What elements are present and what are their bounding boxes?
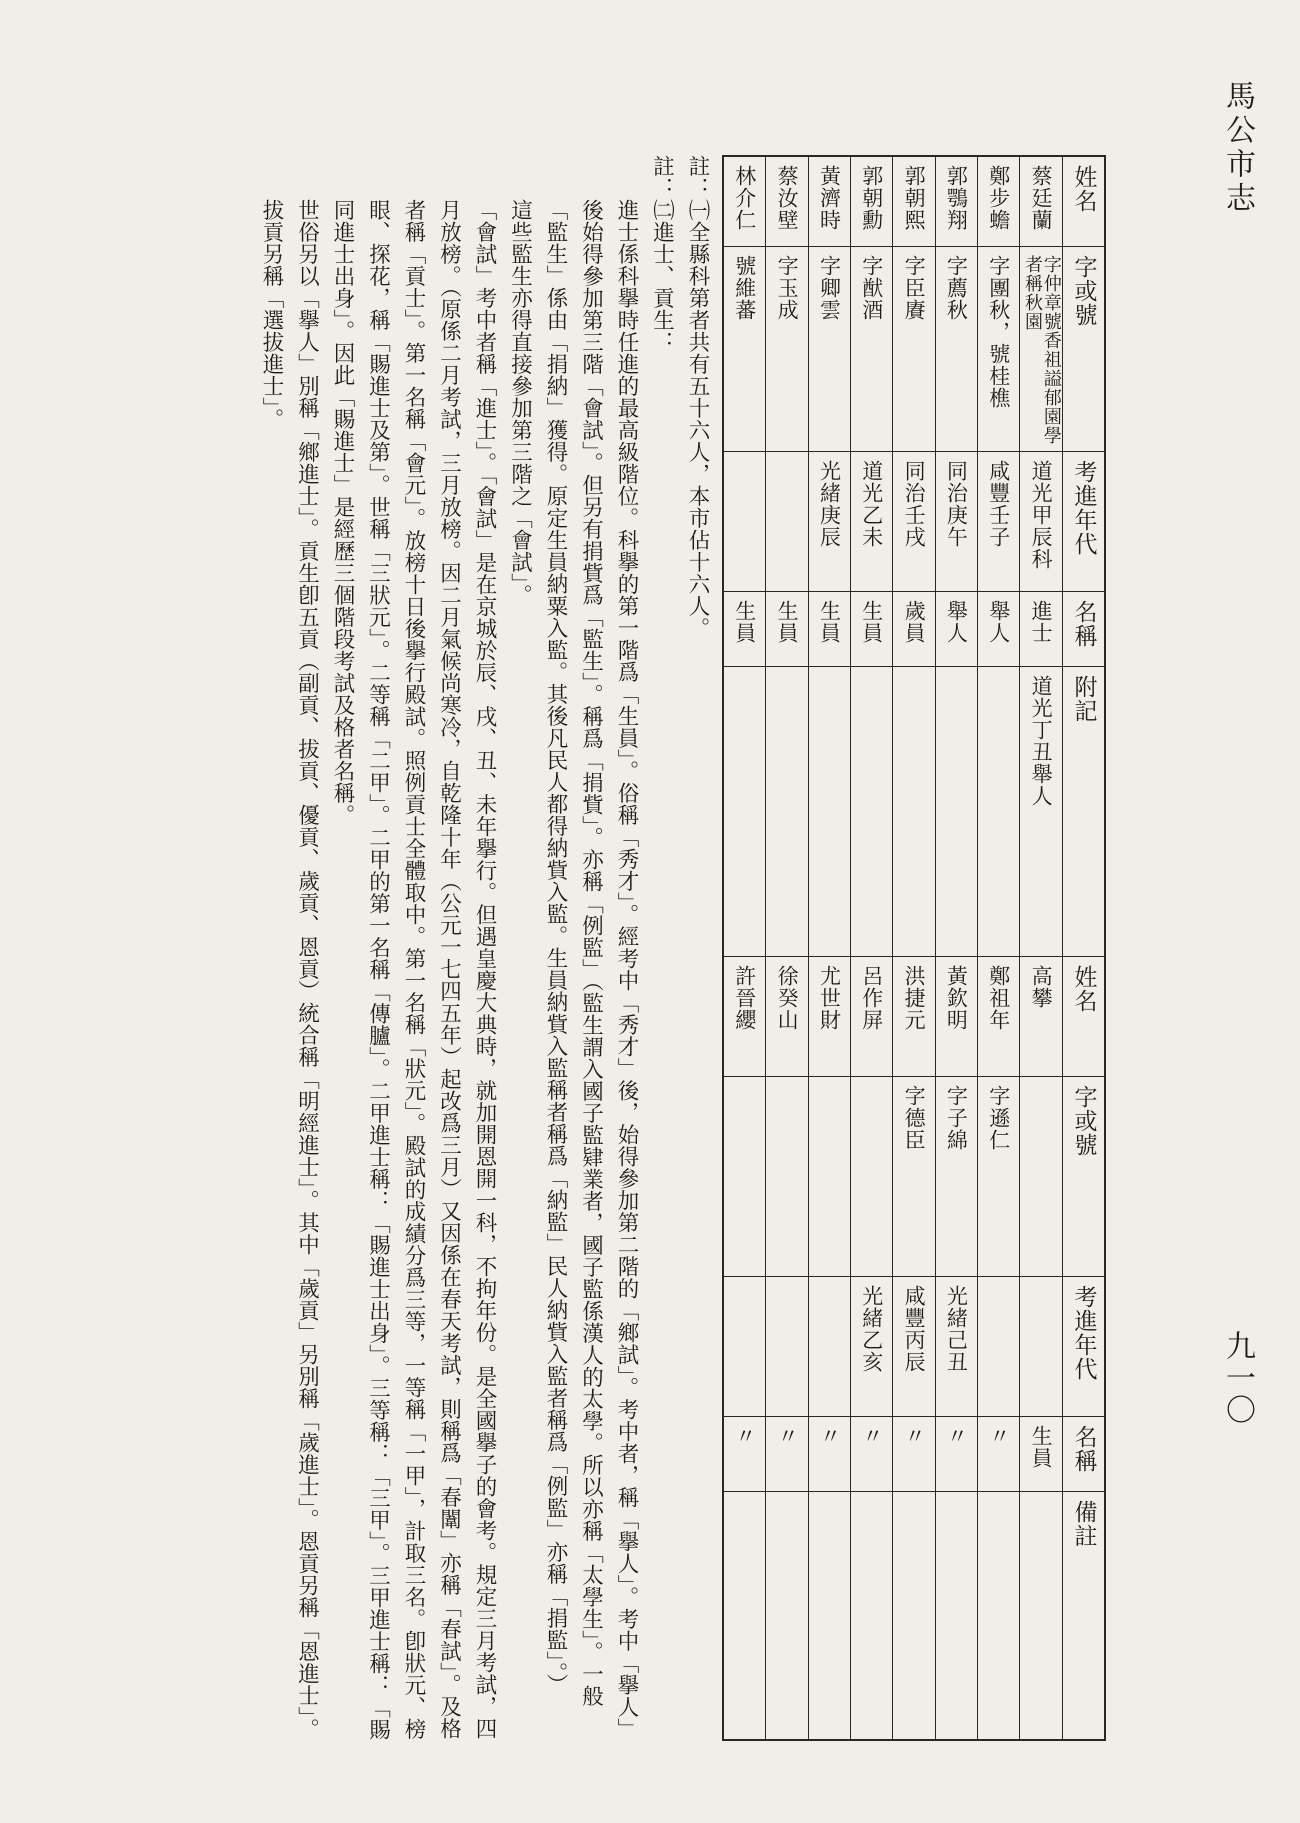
degree-title: 生員	[817, 600, 842, 644]
courtesy-name: 字仲章號香祖謚郁園學者稱秋園	[1022, 255, 1062, 445]
note-2-title: 註：㈡進士、貢生：	[649, 155, 675, 353]
table-cell	[851, 592, 892, 667]
table-cell	[724, 1277, 765, 1417]
table-cell	[978, 592, 1019, 667]
degree-title: 〃	[986, 1425, 1011, 1447]
table-record-column	[850, 157, 892, 1739]
degree-title: 〃	[944, 1425, 969, 1447]
table-record-column	[935, 157, 977, 1739]
degree-title: 生員	[859, 600, 884, 644]
table-cell	[809, 1077, 850, 1277]
table-cell	[766, 247, 807, 452]
courtesy-name: 字臣賡	[902, 255, 927, 321]
table-cell	[766, 1277, 807, 1417]
degree-title: 歲員	[902, 600, 927, 644]
table-cell	[936, 452, 977, 592]
table-cell	[724, 452, 765, 592]
table-cell	[1020, 592, 1061, 667]
exam-year: 道光甲辰科	[1029, 460, 1054, 570]
degree-title: 生員	[1029, 1425, 1054, 1469]
note-paragraph: 進士係科擧時任進的最高級階位。科擧的第一階爲「生員」。俗稱「秀才」。經考中「秀才」後，始得參加第二階的「鄉試」。考中者，稱「擧人」。考中「擧人」後始得參加第三階「會試」。但另有捐貲爲「監生」。稱爲「捐貲」。亦稱「例監」（監生謂入國子監肄業者，國子監係漢人的太學。所以亦稱「太學生」。一般「監生」係由「捐納」獲得。原定生員納粟入監。其後凡民人都得納貲入監。生員納貲入監稱者稱爲「納監」民人納貲入監者稱爲「例監」亦稱「捐監」。）	[543, 199, 639, 1740]
exam-year: 光緒乙亥	[859, 1285, 884, 1373]
table-cell	[936, 1277, 977, 1417]
table-cell	[936, 957, 977, 1077]
table-cell	[893, 592, 934, 667]
person-name: 鄭步蟾	[986, 165, 1011, 231]
table-cell	[893, 1492, 934, 1739]
courtesy-name: 號維蕃	[732, 255, 757, 321]
table-cell	[809, 592, 850, 667]
table-cell	[851, 957, 892, 1077]
person-name: 黃濟時	[817, 165, 842, 231]
courtesy-name: 字子綿	[944, 1085, 969, 1151]
note-paragraph: 這些監生亦得直接參加第三階之「會試」。	[507, 199, 533, 607]
table-cell	[851, 1417, 892, 1492]
table-cell	[851, 1492, 892, 1739]
degree-title: 〃	[775, 1425, 800, 1447]
degree-title: 舉人	[986, 600, 1011, 644]
table-cell	[893, 957, 934, 1077]
table-cell	[978, 1417, 1019, 1492]
note-1: 註：㈠全縣科第者共有五十六人，本市佔十六人。	[685, 155, 710, 639]
degree-title: 生員	[775, 600, 800, 644]
table-cell	[724, 957, 765, 1077]
table-cell	[766, 957, 807, 1077]
table-cell	[851, 1277, 892, 1417]
table-cell	[893, 1077, 934, 1277]
degree-title: 〃	[817, 1425, 842, 1447]
table-cell	[809, 667, 850, 957]
person-name: 郭鶚翔	[944, 165, 969, 231]
table-cell	[978, 667, 1019, 957]
table-cell	[851, 157, 892, 247]
person-name: 尤世財	[817, 965, 842, 1031]
header-name: 姓名	[1063, 157, 1104, 247]
header-title-lower: 名稱	[1063, 1417, 1104, 1492]
table-cell	[978, 957, 1019, 1077]
note-paragraph: 「會試」考中者稱「進士」。「會試」是在京城於辰、戌、丑、未年擧行。但遇皇慶大典時，就加開恩開一科，不拘年份。是全國擧子的會考。規定三月考試，四月放榜。（原係二月考試，三月放榜。因二月氣候尚寒冷，自乾隆十年（公元一七四五年）起改爲三月）又因係在春天考試，則稱爲「春闈」亦稱「春試」。及格者稱「貢士」。第一名稱「會元」。放榜十日後擧行殿試。照例貢士全體取中。第一名稱「狀元」。殿試的成績分爲三等，一等稱「一甲」，計取三名。卽狀元、榜眼、探花，稱「賜進士及第」。世稱「三狀元」。二等稱「二甲」。二甲的第一名稱「傳臚」。二甲進士稱：「賜進士出身」。三等稱：「三甲」。三甲進士稱：「賜同進士出身」。因此「賜進士」是經歷三個階段考試及格者名稱。	[330, 199, 497, 1741]
header-zi-lower: 字或號	[1063, 1077, 1104, 1277]
person-name: 郭朝勳	[859, 165, 884, 231]
courtesy-name: 字薦秋	[944, 255, 969, 321]
table-cell	[936, 247, 977, 452]
table-cell	[766, 592, 807, 667]
person-name: 徐癸山	[775, 965, 800, 1031]
table-cell	[851, 247, 892, 452]
courtesy-name: 字玉成	[775, 255, 800, 321]
degree-title: 舉人	[944, 600, 969, 644]
notes-block	[170, 155, 715, 1745]
table-cell	[1020, 452, 1061, 592]
person-name: 蔡汝壁	[775, 165, 800, 231]
table-cell	[809, 957, 850, 1077]
table-cell	[766, 1077, 807, 1277]
exam-year: 光緒己丑	[944, 1285, 969, 1373]
exam-year: 咸豐丙辰	[902, 1285, 927, 1373]
degree-title: 進士	[1029, 600, 1054, 644]
table-cell	[1020, 157, 1061, 247]
remark: 道光丁丑舉人	[1029, 675, 1054, 807]
header-note-upper: 附記	[1063, 667, 1104, 957]
table-cell	[766, 157, 807, 247]
person-name: 蔡廷蘭	[1029, 165, 1054, 231]
table-cell	[1020, 247, 1061, 452]
person-name: 許晉纓	[732, 965, 757, 1031]
courtesy-name: 字猷酒	[859, 255, 884, 321]
table-cell	[936, 1077, 977, 1277]
table-cell	[1020, 1417, 1061, 1492]
person-name: 林介仁	[732, 165, 757, 231]
table-cell	[1020, 957, 1061, 1077]
table-cell	[724, 592, 765, 667]
person-name: 鄭祖年	[986, 965, 1011, 1031]
table-cell	[809, 452, 850, 592]
table-cell	[893, 452, 934, 592]
table-cell	[809, 1492, 850, 1739]
table-cell	[766, 667, 807, 957]
exam-year: 道光乙未	[859, 460, 884, 548]
header-title: 名稱	[1063, 592, 1104, 667]
table-cell	[724, 1417, 765, 1492]
header-name-lower: 姓名	[1063, 957, 1104, 1077]
table-cell	[978, 1492, 1019, 1739]
table-cell	[1020, 667, 1061, 957]
table-cell	[978, 1077, 1019, 1277]
table-cell	[851, 452, 892, 592]
header-year-lower: 考進年代	[1063, 1277, 1104, 1417]
table-cell	[936, 1417, 977, 1492]
table-record-column	[1019, 157, 1061, 1739]
degree-title: 〃	[732, 1425, 757, 1447]
table-cell	[851, 1077, 892, 1277]
table-cell	[724, 1492, 765, 1739]
civil-exam-table	[722, 155, 1106, 1741]
table-cell	[1020, 1277, 1061, 1417]
table-record-column	[808, 157, 850, 1739]
table-cell	[893, 1417, 934, 1492]
exam-year: 同治庚午	[944, 460, 969, 548]
table-cell	[766, 1492, 807, 1739]
table-cell	[893, 157, 934, 247]
running-title: 馬公市志	[1220, 80, 1255, 216]
table-cell	[978, 247, 1019, 452]
table-cell	[978, 1277, 1019, 1417]
table-cell	[724, 157, 765, 247]
table-record-column	[724, 157, 765, 1739]
note-paragraph: 世俗另以「擧人」別稱「鄉進士」。貢生卽五貢（副貢、拔貢、優貢、歲貢、恩貢）統合稱「明經進士」。其中「歲貢」另別稱「歲進士」。恩貢另稱「恩進士」。拔貢另稱「選拔進士」。	[259, 199, 320, 1740]
person-name: 郭朝熙	[902, 165, 927, 231]
degree-title: 〃	[859, 1425, 884, 1447]
table-record-column	[892, 157, 934, 1739]
table-cell	[893, 667, 934, 957]
table-cell	[893, 247, 934, 452]
courtesy-name: 字卿雲	[817, 255, 842, 321]
table-cell	[978, 452, 1019, 592]
person-name: 高攀	[1029, 965, 1054, 1009]
courtesy-name: 字遜仁	[986, 1085, 1011, 1151]
person-name: 黃欽明	[944, 965, 969, 1031]
table-cell	[766, 452, 807, 592]
table-cell	[809, 1277, 850, 1417]
table-cell	[724, 667, 765, 957]
table-cell	[766, 1417, 807, 1492]
table-cell	[936, 592, 977, 667]
table-record-column	[765, 157, 807, 1739]
courtesy-name: 字德臣	[902, 1085, 927, 1151]
header-zi: 字或號	[1063, 247, 1104, 452]
degree-title: 生員	[732, 600, 757, 644]
exam-year: 同治壬戌	[902, 460, 927, 548]
table-cell	[809, 157, 850, 247]
table-cell	[851, 667, 892, 957]
table-record-column	[977, 157, 1019, 1739]
table-cell	[893, 1277, 934, 1417]
table-cell	[936, 157, 977, 247]
table-cell	[809, 247, 850, 452]
table-cell	[724, 247, 765, 452]
table-cell	[1020, 1077, 1061, 1277]
table-cell	[978, 157, 1019, 247]
person-name: 洪捷元	[902, 965, 927, 1031]
page-number: 九一〇	[1220, 1330, 1255, 1426]
courtesy-name: 字團秋，號桂樵	[986, 255, 1011, 409]
exam-year: 光緒庚辰	[817, 460, 842, 548]
person-name: 呂作屏	[859, 965, 884, 1031]
table-header-column	[1062, 157, 1104, 1739]
table-cell	[1020, 1492, 1061, 1739]
table-cell	[809, 1417, 850, 1492]
table-cell	[724, 1077, 765, 1277]
table-cell	[936, 1492, 977, 1739]
header-year: 考進年代	[1063, 452, 1104, 592]
degree-title: 〃	[902, 1425, 927, 1447]
header-note-lower: 備註	[1070, 1500, 1097, 1548]
exam-year: 咸豐壬子	[986, 460, 1011, 548]
table-cell	[936, 667, 977, 957]
